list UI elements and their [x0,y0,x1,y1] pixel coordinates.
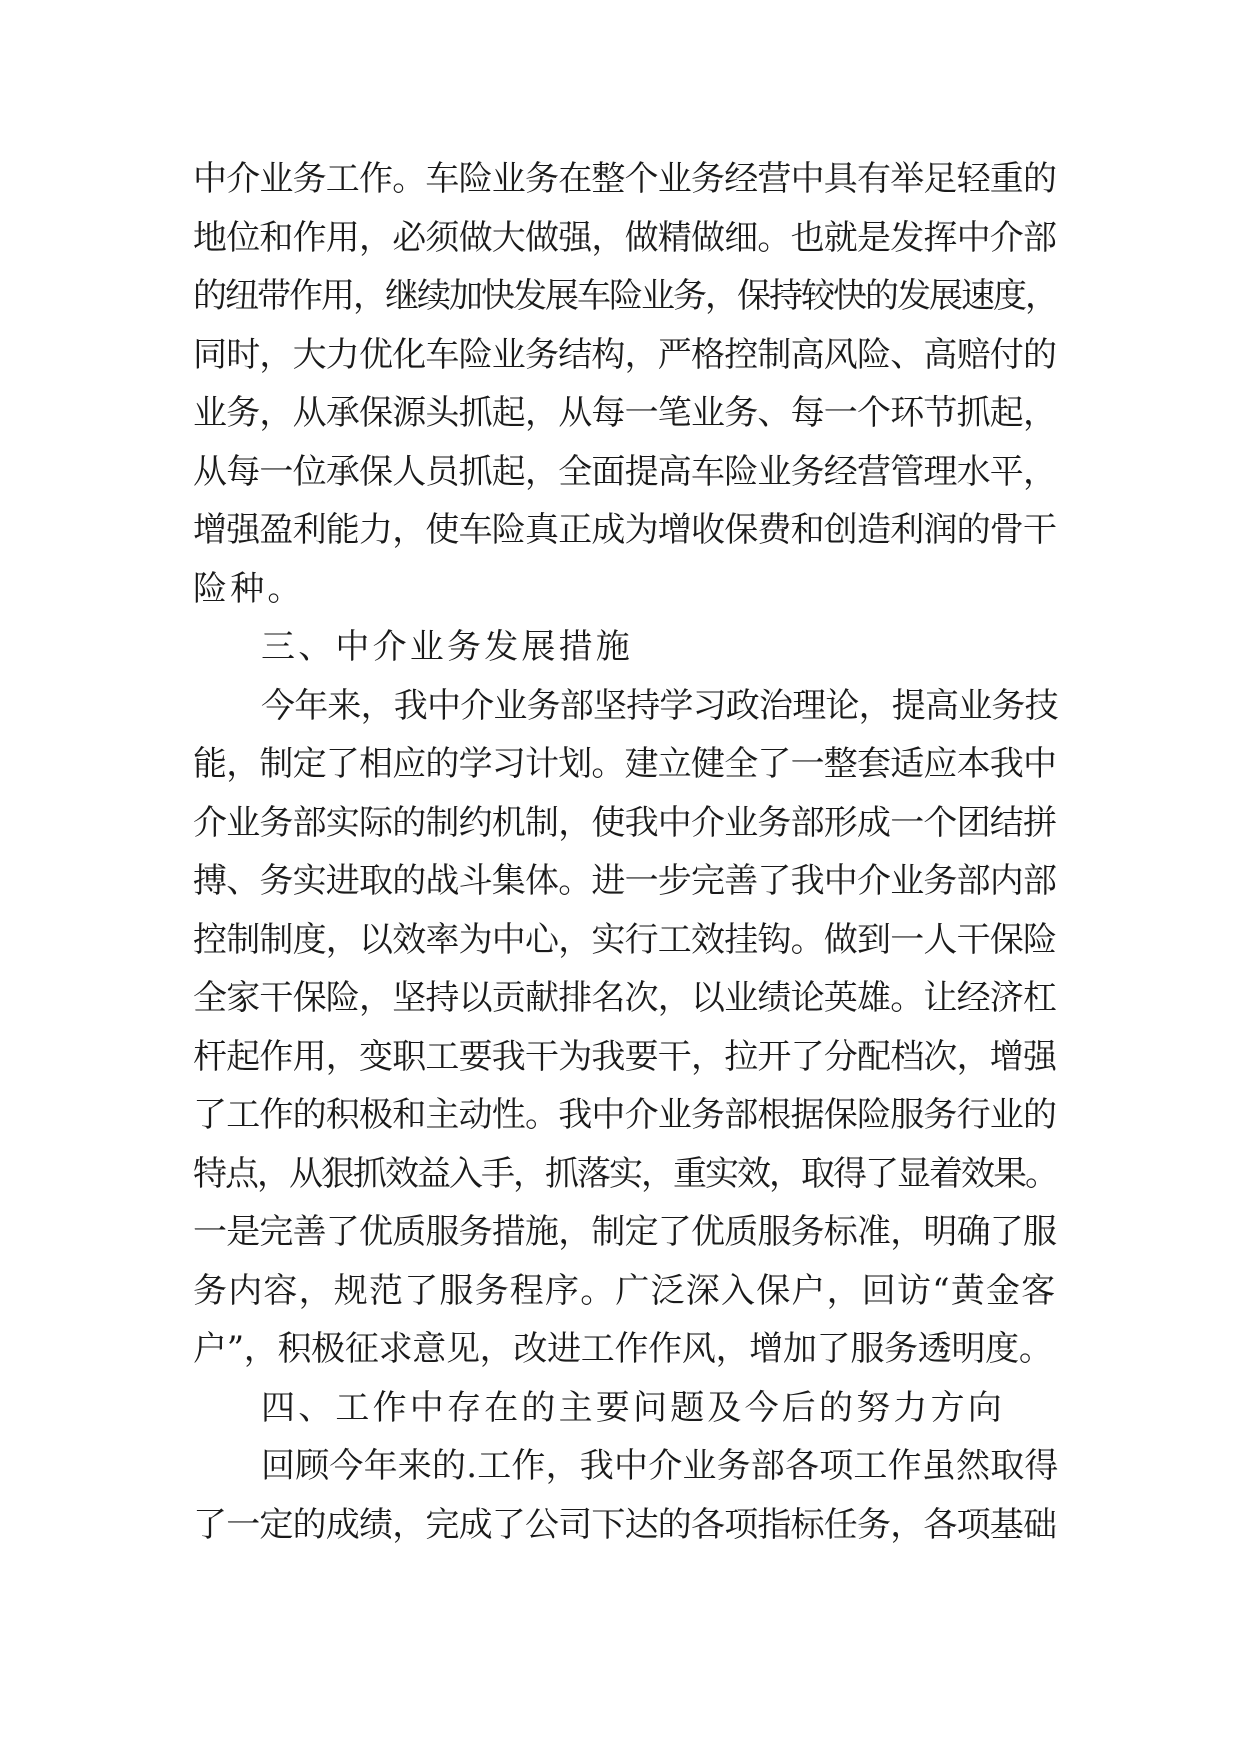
paragraph-line: 地位和作用，必须做大做强，做精做细。也就是发挥中介部 [193,217,1057,258]
paragraph-line: 的纽带作用，继续加快发展车险业务，保持较快的发展速度， [193,276,1057,316]
paragraph-line: 一是完善了优质服务措施，制定了优质服务标准，明确了服 [193,1212,1057,1252]
paragraph-line: 业务，从承保源头抓起，从每一笔业务、每一个环节抓起， [193,393,1057,433]
paragraph-line: 户”，积极征求意见，改进工作作风，增加了服务透明度。 [193,1329,1053,1369]
paragraph-line: 介业务部实际的制约机制，使我中介业务部形成一个团结拼 [193,802,1057,843]
paragraph-line: 今年来，我中介业务部坚持学习政治理论，提高业务技 [261,685,1058,726]
paragraph-line: 控制制度，以效率为中心，实行工效挂钩。做到一人干保险 [193,919,1057,960]
section-heading: 三、中介业务发展措施 [261,627,633,667]
paragraph-line: 了一定的成绩，完成了公司下达的各项指标任务，各项基础 [193,1504,1057,1545]
section-heading: 四、工作中存在的主要问题及今后的努力方向 [261,1387,1005,1428]
paragraph-line: 增强盈利能力，使车险真正成为增收保费和创造利润的骨干 [193,510,1057,550]
paragraph-line: 中介业务工作。车险业务在整个业务经营中具有举足轻重的 [193,159,1057,199]
paragraph-line: 从每一位承保人员抓起，全面提高车险业务经营管理水平， [193,451,1057,492]
paragraph-line: 同时，大力优化车险业务结构，严格控制高风险、高赔付的 [193,334,1057,375]
paragraph-line: 搏、务实进取的战斗集体。进一步完善了我中介业务部内部 [193,861,1057,901]
body-text [193,150,1063,1554]
paragraph-line: 杆起作用，变职工要我干为我要干，拉开了分配档次，增强 [193,1036,1057,1077]
paragraph-line: 务内容，规范了服务程序。广泛深入保户，回访“黄金客 [193,1270,1057,1311]
paragraph-line: 能，制定了相应的学习计划。建立健全了一整套适应本我中 [193,744,1057,784]
paragraph-line: 了工作的积极和主动性。我中介业务部根据保险服务行业的 [193,1095,1057,1135]
paragraph-line: 险种。 [193,568,305,609]
paragraph-line: 特点，从狠抓效益入手，抓落实，重实效，取得了显着效果。 [193,1153,1057,1194]
paragraph-line: 回顾今年来的.工作，我中介业务部各项工作虽然取得 [261,1446,1059,1486]
paragraph-line: 全家干保险，坚持以贡献排名次，以业绩论英雄。让经济杠 [193,978,1057,1018]
